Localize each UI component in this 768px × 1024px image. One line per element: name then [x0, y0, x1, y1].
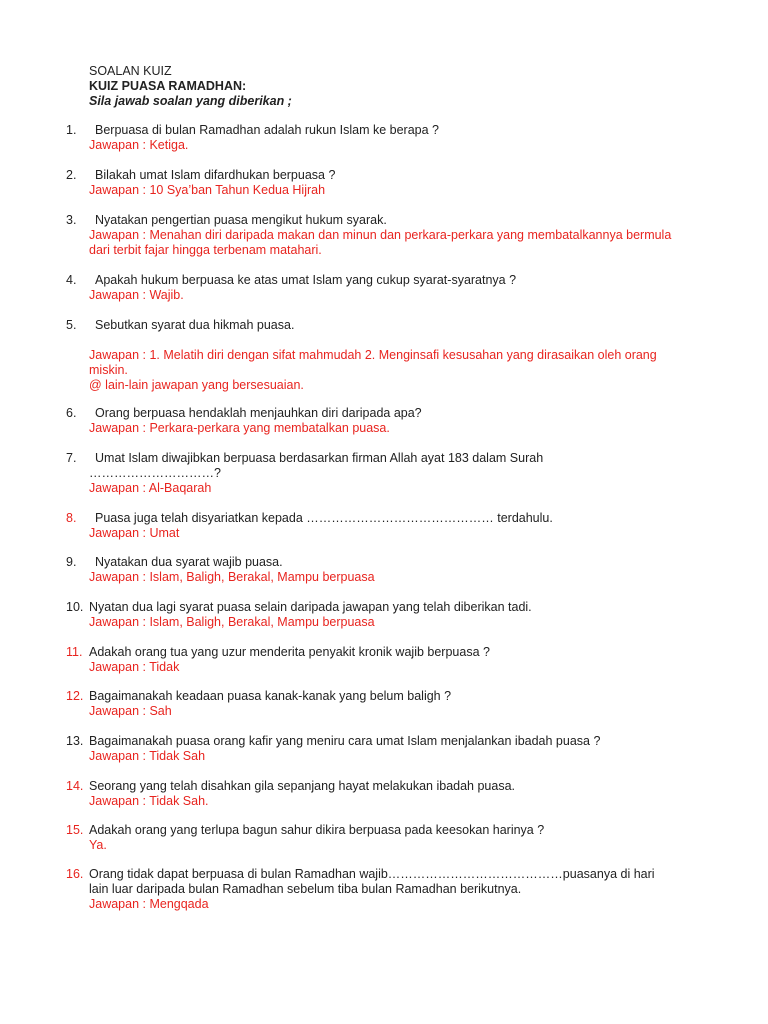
answer-text: Ya.: [89, 838, 107, 852]
question-16: [66, 867, 708, 912]
answer-text-cont: dari terbit fajar hingga terbenam matahari.: [89, 243, 322, 257]
question-number: 3.: [66, 213, 77, 227]
question-text-cont: lain luar daripada bulan Ramadhan sebelum tiba bulan Ramadhan berikutnya.: [89, 882, 522, 896]
question-text: Umat Islam diwajibkan berpuasa berdasarkan firman Allah ayat 183 dalam Surah: [95, 451, 544, 465]
question-14: [66, 779, 708, 809]
quiz-title: KUIZ PUASA RAMADHAN:: [89, 79, 247, 93]
question-number: 6.: [66, 406, 77, 420]
document-header: [89, 64, 292, 109]
question-number: 9.: [66, 555, 77, 569]
question-10: [66, 600, 708, 630]
doc-label: SOALAN KUIZ: [89, 64, 172, 78]
answer-text: Jawapan : 10 Sya’ban Tahun Kedua Hijrah: [89, 183, 326, 197]
question-text: Apakah hukum berpuasa ke atas umat Islam yang cukup syarat-syaratnya ?: [95, 273, 517, 287]
question-6: [66, 406, 708, 436]
question-number: 8.: [66, 511, 77, 525]
answer-text: Jawapan : Islam, Baligh, Berakal, Mampu berpuasa: [89, 615, 375, 629]
question-blank: …………………………?: [89, 466, 221, 480]
question-text: Bagaimanakah puasa orang kafir yang meniru cara umat Islam menjalankan ibadah puasa ?: [89, 734, 601, 748]
question-11: [66, 645, 708, 675]
question-text: Sebutkan syarat dua hikmah puasa.: [95, 318, 295, 332]
answer-text: Jawapan : Menahan diri daripada makan dan minun dan perkara-perkara yang membatalkannya bermula: [89, 228, 672, 242]
question-text: Berpuasa di bulan Ramadhan adalah rukun Islam ke berapa ?: [95, 123, 439, 137]
question-9: [66, 555, 708, 585]
question-13: [66, 734, 708, 764]
answer-text-cont: miskin.: [89, 363, 128, 377]
answer-text: Jawapan : Al-Baqarah: [89, 481, 212, 495]
question-number: 13.: [66, 734, 84, 748]
answer-text: Jawapan : Tidak Sah: [89, 749, 206, 763]
answer-text: Jawapan : Tidak: [89, 660, 180, 674]
question-text: Orang berpuasa hendaklah menjauhkan diri daripada apa?: [95, 406, 422, 420]
question-number: 16.: [66, 867, 84, 881]
question-number: 11.: [66, 645, 83, 659]
question-text: Bilakah umat Islam difardhukan berpuasa ?: [95, 168, 336, 182]
question-3: [66, 213, 708, 258]
answer-text: Jawapan : Ketiga.: [89, 138, 189, 152]
question-text: Adakah orang tua yang uzur menderita penyakit kronik wajib berpuasa ?: [89, 645, 490, 659]
question-number: 12.: [66, 689, 84, 703]
question-text: Puasa juga telah disyariatkan kepada ……………………………………… terdahulu.: [95, 511, 553, 525]
answer-text: Jawapan : Sah: [89, 704, 172, 718]
question-number: 4.: [66, 273, 77, 287]
question-number: 14.: [66, 779, 84, 793]
answer-alternative: @ lain-lain jawapan yang bersesuaian.: [89, 378, 304, 392]
question-number: 15.: [66, 823, 84, 837]
question-text: Bagaimanakah keadaan puasa kanak-kanak yang belum baligh ?: [89, 689, 452, 703]
question-2: [66, 168, 708, 198]
question-1: [66, 123, 708, 153]
question-number: 2.: [66, 168, 77, 182]
question-text: Nyatakan dua syarat wajib puasa.: [95, 555, 283, 569]
question-8: [66, 511, 708, 541]
answer-text: Jawapan : Perkara-perkara yang membatalkan puasa.: [89, 421, 390, 435]
answer-text: Jawapan : Tidak Sah.: [89, 794, 209, 808]
question-text: Orang tidak dapat berpuasa di bulan Ramadhan wajib……………………………………puasanya di hari: [89, 867, 655, 881]
question-text: Seorang yang telah disahkan gila sepanjang hayat melakukan ibadah puasa.: [89, 779, 516, 793]
question-15: [66, 823, 708, 853]
answer-text: Jawapan : Mengqada: [89, 897, 209, 911]
answer-text: Jawapan : 1. Melatih diri dengan sifat mahmudah 2. Menginsafi kesusahan yang dirasaikan oleh orang: [89, 348, 657, 362]
question-5: [66, 318, 708, 393]
question-number: 5.: [66, 318, 77, 332]
question-number: 1.: [66, 123, 77, 137]
instruction: Sila jawab soalan yang diberikan ;: [89, 94, 292, 108]
question-text: Nyatan dua lagi syarat puasa selain daripada jawapan yang telah diberikan tadi.: [89, 600, 532, 614]
question-text: Nyatakan pengertian puasa mengikut hukum syarak.: [95, 213, 387, 227]
answer-text: Jawapan : Umat: [89, 526, 180, 540]
question-12: [66, 689, 708, 719]
question-number: 10.: [66, 600, 84, 614]
question-4: [66, 273, 708, 303]
question-number: 7.: [66, 451, 77, 465]
answer-text: Jawapan : Wajib.: [89, 288, 184, 302]
question-7: [66, 451, 708, 496]
answer-text: Jawapan : Islam, Baligh, Berakal, Mampu berpuasa: [89, 570, 375, 584]
question-text: Adakah orang yang terlupa bagun sahur dikira berpuasa pada keesokan harinya ?: [89, 823, 545, 837]
